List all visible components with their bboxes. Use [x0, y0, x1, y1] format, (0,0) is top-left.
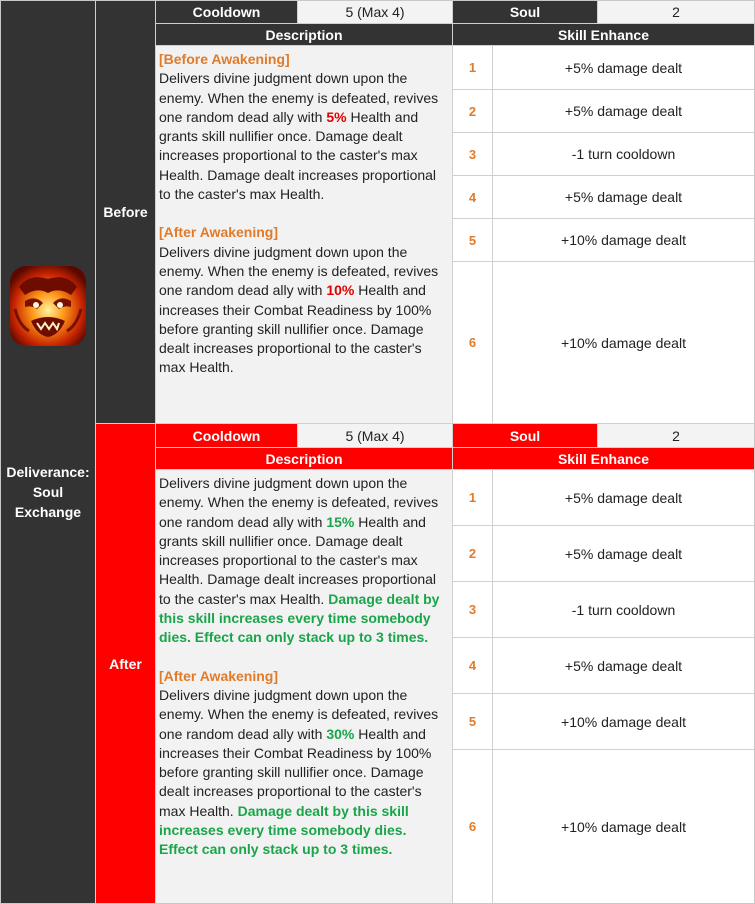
- after-before-awakening-percent: 15%: [326, 513, 355, 530]
- before-enhance-header: Skill Enhance: [453, 24, 755, 46]
- before-enhance-text-5: +10% damage dealt: [493, 219, 755, 262]
- before-enhance-text-6: +10% damage dealt: [493, 262, 755, 424]
- after-after-awakening-title: [After Awakening]: [159, 667, 279, 684]
- after-awakening-title: [After Awakening]: [159, 224, 279, 241]
- before-description-text: [Before Awakening] Delivers divine judgment down upon the enemy. When the enemy is defeated, revives one random dead ally with 5% Health and grants skill nullifier once. Damage dealt increases proportional to the caster's max Health. Damage dealt increases proportional to the caster's max Health. [After Awakening] Delivers divine judgment down upon the enemy. When the enemy is defeated, revives one random dead ally with 10% Health and increases their Combat Readiness by 100% before granting skill nullifier once. Damage dealt increases proportional to the caster's max Health.: [156, 46, 453, 424]
- before-enhance-text-3: -1 turn cooldown: [493, 133, 755, 176]
- after-enhance-text-4: +5% damage dealt: [493, 638, 755, 694]
- before-description-header: Description: [156, 24, 453, 46]
- after-soul-label: Soul: [453, 424, 598, 448]
- before-enhance-num-2: 2: [453, 90, 493, 133]
- before-enhance-text-4: +5% damage dealt: [493, 176, 755, 219]
- before-cooldown-label: Cooldown: [156, 0, 298, 24]
- after-enhance-text-1: +5% damage dealt: [493, 470, 755, 526]
- after-description-header: Description: [156, 448, 453, 470]
- after-cooldown-value: 5 (Max 4): [298, 424, 453, 448]
- skill-column: [0, 0, 96, 904]
- after-enhance-header: Skill Enhance: [453, 448, 755, 470]
- demon-mask-icon: [9, 265, 87, 347]
- before-enhance-num-4: 4: [453, 176, 493, 219]
- before-soul-label: Soul: [453, 0, 598, 24]
- skill-name: Deliverance: Soul Exchange: [6, 464, 90, 520]
- after-enhance-num-5: 5: [453, 694, 493, 750]
- after-enhance-num-2: 2: [453, 526, 493, 582]
- phase-before-label: Before: [96, 0, 156, 424]
- after-enhance-text-3: -1 turn cooldown: [493, 582, 755, 638]
- after-enhance-text-2: +5% damage dealt: [493, 526, 755, 582]
- after-cooldown-label: Cooldown: [156, 424, 298, 448]
- before-cooldown-value: 5 (Max 4): [298, 0, 453, 24]
- after-enhance-num-4: 4: [453, 638, 493, 694]
- before-awakening-percent: 5%: [326, 108, 347, 125]
- before-awakening-title: [Before Awakening]: [159, 51, 290, 67]
- before-enhance-num-6: 6: [453, 262, 493, 424]
- before-enhance-text-1: +5% damage dealt: [493, 46, 755, 90]
- after-awakening-percent: 10%: [326, 282, 355, 299]
- after-before-awakening-new-effect: Damage dealt by this skill increases every time somebody dies. Effect can only stack up to 3 times.: [159, 590, 440, 646]
- after-enhance-text-6: +10% damage dealt: [493, 750, 755, 904]
- after-enhance-num-1: 1: [453, 470, 493, 526]
- after-enhance-num-6: 6: [453, 750, 493, 904]
- before-enhance-text-2: +5% damage dealt: [493, 90, 755, 133]
- after-description-text: Delivers divine judgment down upon the enemy. When the enemy is defeated, revives one random dead ally with 15% Health and grants skill nullifier once. Damage dealt increases proportional to the caster's max Health. Damage dealt increases proportional to the caster's max Health. Damage dealt by this skill increases every time somebody dies. Effect can only stack up to 3 times. [After Awakening] Delivers divine judgment down upon the enemy. When the enemy is defeated, revives one random dead ally with 30% Health and increases their Combat Readiness by 100% before granting skill nullifier once. Damage dealt increases proportional to the caster's max Health. Damage dealt by this skill increases every time somebody dies. Effect can only stack up to 3 times.: [156, 470, 453, 904]
- after-enhance-num-3: 3: [453, 582, 493, 638]
- before-enhance-num-3: 3: [453, 133, 493, 176]
- before-enhance-num-1: 1: [453, 46, 493, 90]
- after-soul-value: 2: [598, 424, 755, 448]
- before-soul-value: 2: [598, 0, 755, 24]
- after-after-awakening-percent: 30%: [326, 725, 355, 742]
- after-enhance-text-5: +10% damage dealt: [493, 694, 755, 750]
- phase-after-label: After: [96, 424, 156, 904]
- after-after-awakening-new-effect: Damage dealt by this skill increases every time somebody dies. Effect can only stack up to 3 times.: [159, 802, 409, 858]
- before-enhance-num-5: 5: [453, 219, 493, 262]
